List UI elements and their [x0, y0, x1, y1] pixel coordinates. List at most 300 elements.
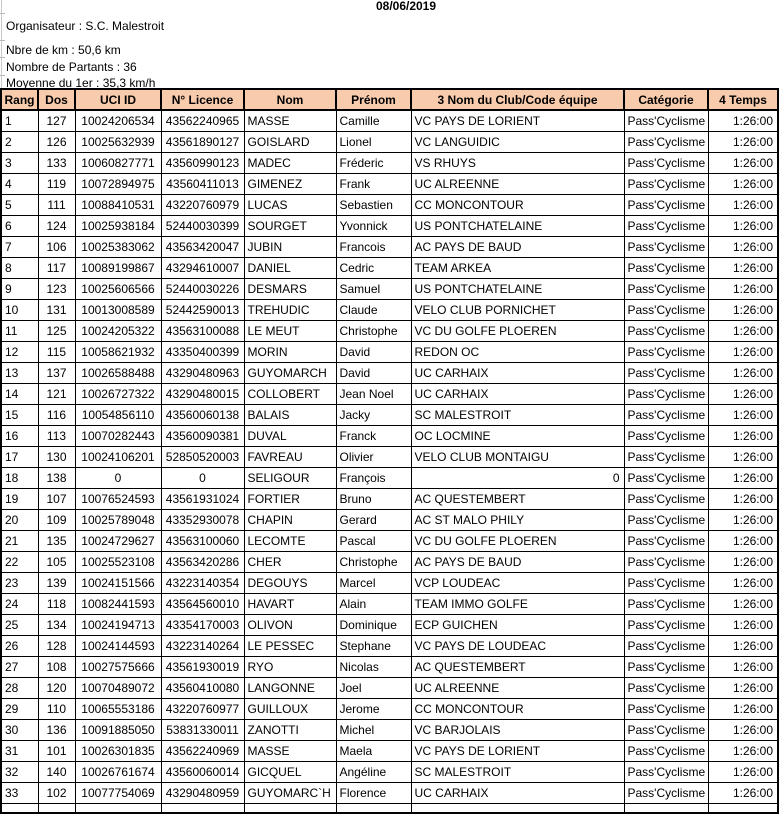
empty-cell — [1, 804, 38, 813]
partial-empty-row — [1, 804, 778, 813]
cell-club: VC DU GOLFE PLOEREN — [411, 321, 624, 342]
empty-cell — [336, 804, 411, 813]
cell-uci-id: 10024144593 — [75, 636, 161, 657]
cell-dos: 107 — [38, 489, 75, 510]
cell-uci-id: 10082441593 — [75, 594, 161, 615]
cell-prenom: Jean Noel — [336, 384, 411, 405]
cell-dos: 133 — [38, 153, 75, 174]
cell-nom: DANIEL — [244, 258, 336, 279]
cell-dos: 111 — [38, 195, 75, 216]
cell-categorie: Pass'Cyclisme — [624, 468, 708, 489]
cell-rang: 14 — [1, 384, 38, 405]
cell-prenom: Sebastien — [336, 195, 411, 216]
cell-uci-id: 10088410531 — [75, 195, 161, 216]
cell-temps: 1:26:00 — [708, 510, 778, 531]
cell-club: TEAM IMMO GOLFE — [411, 594, 624, 615]
empty-cell — [624, 804, 708, 813]
cell-licence: 43562240969 — [161, 741, 244, 762]
cell-uci-id: 10054856110 — [75, 405, 161, 426]
table-row — [1, 195, 778, 216]
table-row — [1, 237, 778, 258]
cell-temps: 1:26:00 — [708, 741, 778, 762]
cell-prenom: Lionel — [336, 132, 411, 153]
cell-nom: LE MEUT — [244, 321, 336, 342]
cell-dos: 126 — [38, 132, 75, 153]
cell-temps: 1:26:00 — [708, 657, 778, 678]
cell-club: AC QUESTEMBERT — [411, 489, 624, 510]
cell-licence: 43560090381 — [161, 426, 244, 447]
cell-temps: 1:26:00 — [708, 615, 778, 636]
column-header-rang: Rang — [1, 89, 38, 110]
cell-licence: 52440030226 — [161, 279, 244, 300]
cell-uci-id: 10026761674 — [75, 762, 161, 783]
cell-licence: 43560410080 — [161, 678, 244, 699]
organizer-line: Organisateur : S.C. Malestroit — [6, 19, 165, 33]
cell-club: 0 — [411, 468, 624, 489]
cell-categorie: Pass'Cyclisme — [624, 615, 708, 636]
table-row — [1, 426, 778, 447]
cell-club: OC LOCMINE — [411, 426, 624, 447]
cell-dos: 127 — [38, 110, 75, 132]
gridline-tick — [0, 57, 5, 58]
cell-club: AC ST MALO PHILY — [411, 510, 624, 531]
cell-prenom: Florence — [336, 783, 411, 804]
cell-licence: 43223140264 — [161, 636, 244, 657]
cell-prenom: Gerard — [336, 510, 411, 531]
cell-categorie: Pass'Cyclisme — [624, 300, 708, 321]
cell-prenom: Francois — [336, 237, 411, 258]
cell-dos: 109 — [38, 510, 75, 531]
cell-categorie: Pass'Cyclisme — [624, 363, 708, 384]
cell-rang: 23 — [1, 573, 38, 594]
cell-rang: 11 — [1, 321, 38, 342]
cell-prenom: Bruno — [336, 489, 411, 510]
cell-prenom: Camille — [336, 110, 411, 132]
empty-cell — [411, 804, 624, 813]
cell-club: UC ALREENNE — [411, 678, 624, 699]
cell-rang: 13 — [1, 363, 38, 384]
cell-dos: 121 — [38, 384, 75, 405]
table-row — [1, 657, 778, 678]
sheet-info-block — [0, 0, 781, 88]
cell-nom: RYO — [244, 657, 336, 678]
empty-cell — [708, 804, 778, 813]
cell-temps: 1:26:00 — [708, 678, 778, 699]
cell-temps: 1:26:00 — [708, 720, 778, 741]
cell-club: AC QUESTEMBERT — [411, 657, 624, 678]
column-header-uci-id: UCI ID — [75, 89, 161, 110]
cell-prenom: Olivier — [336, 447, 411, 468]
cell-licence: 43560990123 — [161, 153, 244, 174]
table-row — [1, 678, 778, 699]
cell-rang: 27 — [1, 657, 38, 678]
cell-prenom: Yvonnick — [336, 216, 411, 237]
cell-categorie: Pass'Cyclisme — [624, 237, 708, 258]
cell-categorie: Pass'Cyclisme — [624, 405, 708, 426]
cell-categorie: Pass'Cyclisme — [624, 132, 708, 153]
cell-dos: 137 — [38, 363, 75, 384]
cell-categorie: Pass'Cyclisme — [624, 342, 708, 363]
cell-licence: 43294610007 — [161, 258, 244, 279]
cell-temps: 1:26:00 — [708, 468, 778, 489]
cell-club: ECP GUICHEN — [411, 615, 624, 636]
cell-categorie: Pass'Cyclisme — [624, 783, 708, 804]
cell-categorie: Pass'Cyclisme — [624, 195, 708, 216]
cell-categorie: Pass'Cyclisme — [624, 110, 708, 132]
cell-temps: 1:26:00 — [708, 132, 778, 153]
cell-nom: LECOMTE — [244, 531, 336, 552]
table-row — [1, 321, 778, 342]
cell-prenom: Dominique — [336, 615, 411, 636]
cell-licence: 43563100088 — [161, 321, 244, 342]
cell-dos: 120 — [38, 678, 75, 699]
distance-line: Nbre de km : 50,6 km — [6, 43, 121, 57]
gridline-tick — [0, 40, 5, 41]
column-header-dos: Dos — [38, 89, 75, 110]
cell-rang: 21 — [1, 531, 38, 552]
cell-nom: TREHUDIC — [244, 300, 336, 321]
cell-licence: 43560411013 — [161, 174, 244, 195]
cell-club: CC MONCONTOUR — [411, 699, 624, 720]
cell-nom: GUYOMARC`H — [244, 783, 336, 804]
race-date: 08/06/2019 — [375, 0, 437, 13]
cell-licence: 53831330011 — [161, 720, 244, 741]
empty-cell — [38, 804, 75, 813]
cell-temps: 1:26:00 — [708, 531, 778, 552]
cell-rang: 22 — [1, 552, 38, 573]
cell-rang: 12 — [1, 342, 38, 363]
table-row — [1, 594, 778, 615]
cell-club: VC DU GOLFE PLOEREN — [411, 531, 624, 552]
cell-rang: 30 — [1, 720, 38, 741]
cell-dos: 131 — [38, 300, 75, 321]
cell-temps: 1:26:00 — [708, 405, 778, 426]
cell-prenom: Maela — [336, 741, 411, 762]
cell-licence: 43220760979 — [161, 195, 244, 216]
cell-nom: GICQUEL — [244, 762, 336, 783]
results-table — [0, 88, 779, 814]
cell-temps: 1:26:00 — [708, 237, 778, 258]
table-row — [1, 342, 778, 363]
cell-temps: 1:26:00 — [708, 447, 778, 468]
cell-uci-id: 10060827771 — [75, 153, 161, 174]
table-row — [1, 384, 778, 405]
cell-club: VC LANGUIDIC — [411, 132, 624, 153]
empty-cell — [161, 804, 244, 813]
cell-prenom: Claude — [336, 300, 411, 321]
cell-licence: 43560060138 — [161, 405, 244, 426]
cell-licence: 43562240965 — [161, 110, 244, 132]
cell-licence: 43290480959 — [161, 783, 244, 804]
cell-club: US PONTCHATELAINE — [411, 279, 624, 300]
cell-nom: HAVART — [244, 594, 336, 615]
cell-nom: MASSE — [244, 110, 336, 132]
table-row — [1, 300, 778, 321]
cell-dos: 128 — [38, 636, 75, 657]
cell-club: AC PAYS DE BAUD — [411, 237, 624, 258]
cell-uci-id: 10077754069 — [75, 783, 161, 804]
table-row — [1, 258, 778, 279]
table-row — [1, 405, 778, 426]
cell-nom: DUVAL — [244, 426, 336, 447]
empty-cell — [244, 804, 336, 813]
cell-rang: 19 — [1, 489, 38, 510]
column-header-club: 3 Nom du Club/Code équipe — [411, 89, 624, 110]
cell-prenom: Pascal — [336, 531, 411, 552]
cell-nom: CHAPIN — [244, 510, 336, 531]
cell-categorie: Pass'Cyclisme — [624, 699, 708, 720]
cell-club: VS RHUYS — [411, 153, 624, 174]
cell-dos: 123 — [38, 279, 75, 300]
gridline-tick — [0, 13, 5, 14]
cell-uci-id: 10070489072 — [75, 678, 161, 699]
cell-licence: 43561931024 — [161, 489, 244, 510]
cell-club: VC PAYS DE LORIENT — [411, 110, 624, 132]
cell-dos: 102 — [38, 783, 75, 804]
cell-categorie: Pass'Cyclisme — [624, 678, 708, 699]
cell-temps: 1:26:00 — [708, 300, 778, 321]
cell-temps: 1:26:00 — [708, 783, 778, 804]
table-row — [1, 510, 778, 531]
cell-licence: 43290480963 — [161, 363, 244, 384]
cell-prenom: Samuel — [336, 279, 411, 300]
cell-prenom: Angéline — [336, 762, 411, 783]
cell-club: CC MONCONTOUR — [411, 195, 624, 216]
cell-categorie: Pass'Cyclisme — [624, 510, 708, 531]
column-header-prenom: Prénom — [336, 89, 411, 110]
cell-categorie: Pass'Cyclisme — [624, 531, 708, 552]
cell-categorie: Pass'Cyclisme — [624, 174, 708, 195]
cell-uci-id: 10026301835 — [75, 741, 161, 762]
cell-dos: 118 — [38, 594, 75, 615]
cell-prenom: Jerome — [336, 699, 411, 720]
cell-nom: DEGOUYS — [244, 573, 336, 594]
cell-rang: 8 — [1, 258, 38, 279]
column-header-categorie: Catégorie — [624, 89, 708, 110]
cell-club: VC BARJOLAIS — [411, 720, 624, 741]
cell-categorie: Pass'Cyclisme — [624, 552, 708, 573]
cell-dos: 101 — [38, 741, 75, 762]
cell-temps: 1:26:00 — [708, 636, 778, 657]
cell-nom: BALAIS — [244, 405, 336, 426]
cell-licence: 43563420286 — [161, 552, 244, 573]
cell-club: UC ALREENNE — [411, 174, 624, 195]
cell-club: VCP LOUDEAC — [411, 573, 624, 594]
table-row — [1, 174, 778, 195]
cell-rang: 1 — [1, 110, 38, 132]
cell-rang: 6 — [1, 216, 38, 237]
cell-nom: MORIN — [244, 342, 336, 363]
table-row — [1, 762, 778, 783]
cell-club: UC CARHAIX — [411, 363, 624, 384]
cell-licence: 43223140354 — [161, 573, 244, 594]
cell-uci-id: 10025632939 — [75, 132, 161, 153]
cell-nom: SELIGOUR — [244, 468, 336, 489]
cell-rang: 29 — [1, 699, 38, 720]
cell-club: VELO CLUB MONTAIGU — [411, 447, 624, 468]
table-row — [1, 110, 778, 132]
cell-dos: 106 — [38, 237, 75, 258]
cell-dos: 108 — [38, 657, 75, 678]
cell-uci-id: 10025606566 — [75, 279, 161, 300]
cell-prenom: Stephane — [336, 636, 411, 657]
cell-prenom: Michel — [336, 720, 411, 741]
cell-rang: 16 — [1, 426, 38, 447]
cell-temps: 1:26:00 — [708, 573, 778, 594]
cell-prenom: Christophe — [336, 552, 411, 573]
cell-rang: 9 — [1, 279, 38, 300]
cell-rang: 7 — [1, 237, 38, 258]
cell-licence: 43354170003 — [161, 615, 244, 636]
cell-club: UC CARHAIX — [411, 783, 624, 804]
cell-dos: 110 — [38, 699, 75, 720]
cell-temps: 1:26:00 — [708, 384, 778, 405]
cell-licence: 52440030399 — [161, 216, 244, 237]
cell-temps: 1:26:00 — [708, 174, 778, 195]
cell-nom: GIMENEZ — [244, 174, 336, 195]
cell-nom: MADEC — [244, 153, 336, 174]
cell-licence: 43563100060 — [161, 531, 244, 552]
cell-categorie: Pass'Cyclisme — [624, 447, 708, 468]
cell-uci-id: 10026588488 — [75, 363, 161, 384]
cell-nom: OLIVON — [244, 615, 336, 636]
cell-club: UC CARHAIX — [411, 384, 624, 405]
table-row — [1, 636, 778, 657]
cell-club: REDON OC — [411, 342, 624, 363]
cell-nom: COLLOBERT — [244, 384, 336, 405]
cell-nom: DESMARS — [244, 279, 336, 300]
cell-nom: GUYOMARCH — [244, 363, 336, 384]
cell-nom: CHER — [244, 552, 336, 573]
cell-prenom: Frank — [336, 174, 411, 195]
cell-club: TEAM ARKEA — [411, 258, 624, 279]
cell-prenom: David — [336, 342, 411, 363]
cell-categorie: Pass'Cyclisme — [624, 426, 708, 447]
table-row — [1, 531, 778, 552]
cell-nom: GUILLOUX — [244, 699, 336, 720]
average-speed-line: Moyenne du 1er : 35,3 km/h — [6, 76, 156, 90]
cell-club: VELO CLUB PORNICHET — [411, 300, 624, 321]
cell-licence: 52850520003 — [161, 447, 244, 468]
cell-licence: 43560060014 — [161, 762, 244, 783]
cell-temps: 1:26:00 — [708, 110, 778, 132]
column-header-licence: N° Licence — [161, 89, 244, 110]
cell-dos: 140 — [38, 762, 75, 783]
cell-dos: 117 — [38, 258, 75, 279]
table-row — [1, 279, 778, 300]
table-row — [1, 615, 778, 636]
cell-temps: 1:26:00 — [708, 321, 778, 342]
cell-rang: 15 — [1, 405, 38, 426]
starters-line: Nombre de Partants : 36 — [6, 60, 137, 74]
cell-uci-id: 10024151566 — [75, 573, 161, 594]
cell-dos: 135 — [38, 531, 75, 552]
cell-nom: LANGONNE — [244, 678, 336, 699]
cell-nom: JUBIN — [244, 237, 336, 258]
cell-uci-id: 10065553186 — [75, 699, 161, 720]
cell-prenom: Alain — [336, 594, 411, 615]
empty-cell — [75, 804, 161, 813]
table-row — [1, 741, 778, 762]
cell-prenom: Jacky — [336, 405, 411, 426]
table-row — [1, 153, 778, 174]
cell-club: VC PAYS DE LOUDEAC — [411, 636, 624, 657]
cell-temps: 1:26:00 — [708, 594, 778, 615]
cell-temps: 1:26:00 — [708, 699, 778, 720]
cell-rang: 26 — [1, 636, 38, 657]
cell-rang: 4 — [1, 174, 38, 195]
cell-rang: 3 — [1, 153, 38, 174]
cell-uci-id: 10072894975 — [75, 174, 161, 195]
cell-rang: 5 — [1, 195, 38, 216]
header-row — [1, 89, 778, 110]
cell-licence: 43352930078 — [161, 510, 244, 531]
cell-dos: 116 — [38, 405, 75, 426]
table-row — [1, 132, 778, 153]
cell-rang: 20 — [1, 510, 38, 531]
cell-categorie: Pass'Cyclisme — [624, 594, 708, 615]
cell-uci-id: 10025383062 — [75, 237, 161, 258]
cell-categorie: Pass'Cyclisme — [624, 489, 708, 510]
column-header-nom: Nom — [244, 89, 336, 110]
cell-temps: 1:26:00 — [708, 216, 778, 237]
cell-uci-id: 10025523108 — [75, 552, 161, 573]
cell-licence: 43561930019 — [161, 657, 244, 678]
cell-rang: 25 — [1, 615, 38, 636]
cell-licence: 52442590013 — [161, 300, 244, 321]
cell-rang: 31 — [1, 741, 38, 762]
cell-categorie: Pass'Cyclisme — [624, 384, 708, 405]
cell-rang: 10 — [1, 300, 38, 321]
cell-uci-id: 10025789048 — [75, 510, 161, 531]
cell-prenom: Nicolas — [336, 657, 411, 678]
cell-temps: 1:26:00 — [708, 342, 778, 363]
cell-nom: MASSE — [244, 741, 336, 762]
cell-dos: 125 — [38, 321, 75, 342]
cell-temps: 1:26:00 — [708, 426, 778, 447]
cell-uci-id: 10024206534 — [75, 110, 161, 132]
cell-prenom: Cedric — [336, 258, 411, 279]
table-row — [1, 699, 778, 720]
cell-categorie: Pass'Cyclisme — [624, 657, 708, 678]
table-row — [1, 363, 778, 384]
cell-prenom: Joel — [336, 678, 411, 699]
cell-temps: 1:26:00 — [708, 762, 778, 783]
cell-temps: 1:26:00 — [708, 552, 778, 573]
cell-nom: LE PESSEC — [244, 636, 336, 657]
cell-licence: 43564560010 — [161, 594, 244, 615]
cell-licence: 43350400399 — [161, 342, 244, 363]
table-row — [1, 573, 778, 594]
table-row — [1, 216, 778, 237]
cell-dos: 139 — [38, 573, 75, 594]
cell-uci-id: 10076524593 — [75, 489, 161, 510]
cell-licence: 43220760977 — [161, 699, 244, 720]
cell-rang: 32 — [1, 762, 38, 783]
cell-nom: FORTIER — [244, 489, 336, 510]
cell-uci-id: 10058621932 — [75, 342, 161, 363]
table-row — [1, 468, 778, 489]
cell-uci-id: 10027575666 — [75, 657, 161, 678]
cell-categorie: Pass'Cyclisme — [624, 216, 708, 237]
cell-rang: 2 — [1, 132, 38, 153]
cell-club: SC MALESTROIT — [411, 405, 624, 426]
cell-dos: 119 — [38, 174, 75, 195]
cell-nom: FAVREAU — [244, 447, 336, 468]
cell-categorie: Pass'Cyclisme — [624, 573, 708, 594]
cell-prenom: David — [336, 363, 411, 384]
cell-categorie: Pass'Cyclisme — [624, 153, 708, 174]
